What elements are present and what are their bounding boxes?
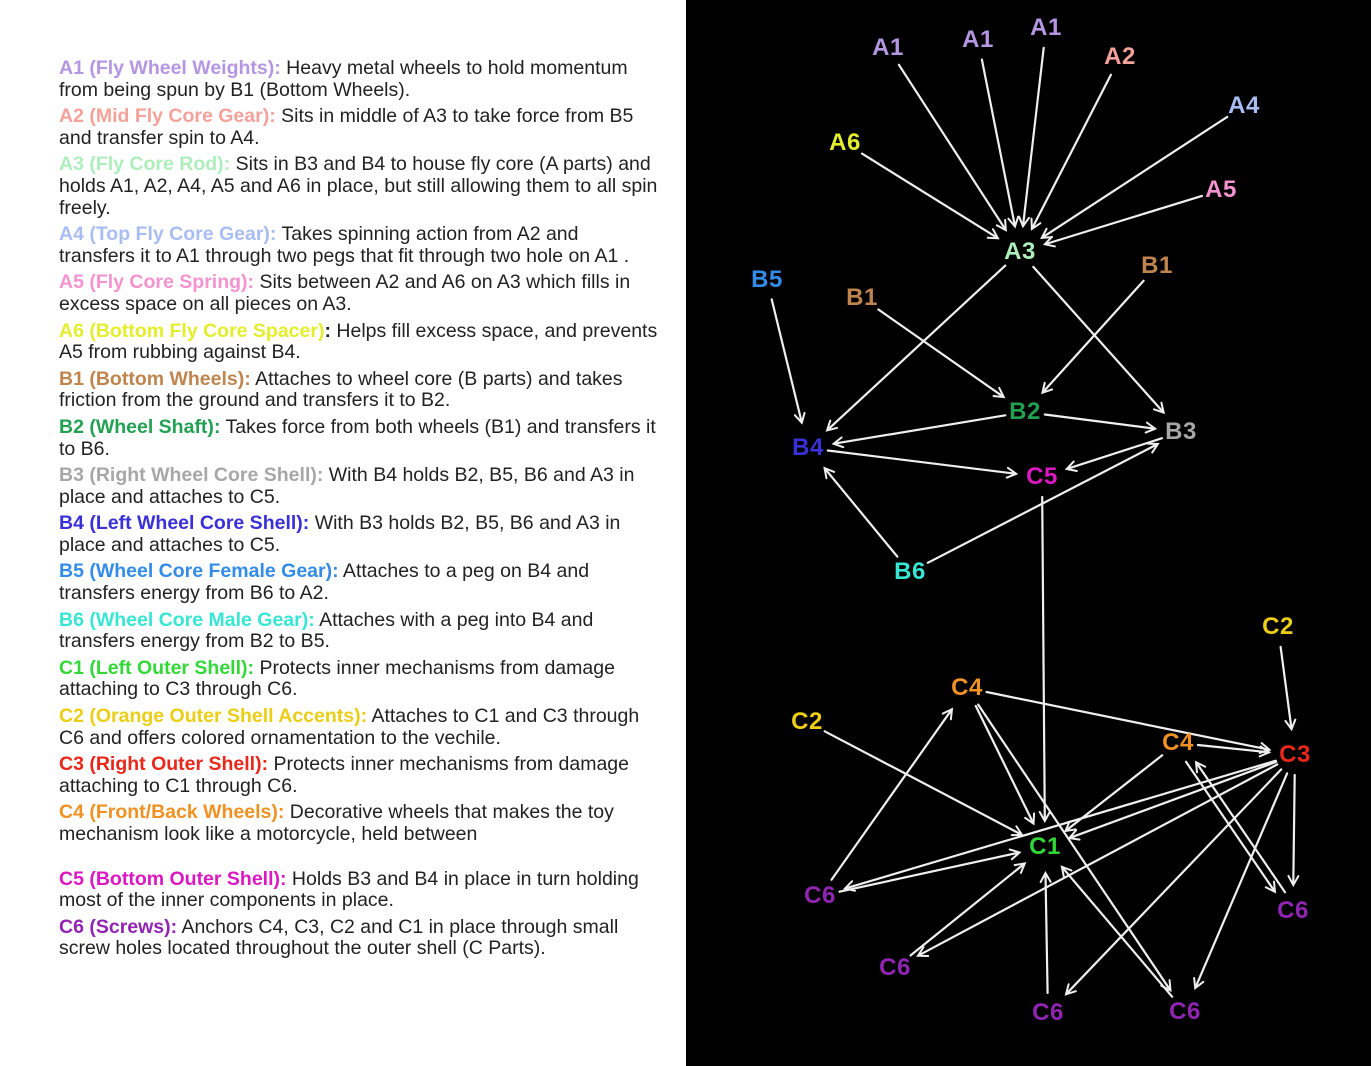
legend-entry-C2	[59, 706, 659, 749]
part-label-A4: A4 (Top Fly Core Gear)	[59, 223, 270, 246]
edge-A3-to-B3	[1033, 267, 1163, 412]
part-label-C5: C5 (Bottom Outer Shell)	[59, 867, 281, 890]
edge-B2-to-B4	[835, 415, 1006, 443]
edge-C6b-to-C4b	[1197, 763, 1285, 892]
graph-node-A3: A3	[1004, 238, 1036, 265]
part-label-A2: A2 (Mid Fly Core Gear)	[59, 105, 270, 128]
edge-C2b-to-C1	[825, 731, 1021, 834]
graph-node-A2: A2	[1104, 43, 1136, 70]
dependency-graph-panel	[686, 0, 1371, 1066]
part-label-colon: :	[170, 915, 178, 938]
edge-C4a-to-C3	[987, 692, 1269, 750]
part-label-colon: :	[223, 153, 231, 176]
part-label-colon: :	[247, 271, 255, 294]
graph-node-C4a: C4	[951, 674, 983, 701]
part-label-B6: B6 (Wheel Core Male Gear)	[59, 608, 309, 631]
legend-entry-B2	[59, 417, 659, 460]
graph-node-B1R: B1	[1141, 252, 1173, 279]
edge-C2a-to-C3	[1281, 647, 1292, 728]
part-label-C2: C2 (Orange Outer Shell Accents)	[59, 705, 361, 728]
part-label-colon: :	[277, 801, 285, 824]
edge-C6d-to-C1	[1046, 874, 1048, 993]
part-label-B2: B2 (Wheel Shaft)	[59, 415, 214, 438]
part-label-C3: C3 (Right Outer Shell)	[59, 753, 262, 776]
legend-entry-C1	[59, 658, 659, 701]
part-label-colon: :	[316, 464, 324, 487]
part-label-A5: A5 (Fly Core Spring)	[59, 271, 248, 294]
graph-edges	[686, 0, 1371, 1066]
edge-B1L-to-B2	[878, 310, 1003, 397]
edge-A1c-to-A3	[1023, 48, 1044, 225]
part-description-A6: Helps fill excess space, and prevents A5 from rubbing against B4.	[59, 319, 658, 364]
graph-node-C2b: C2	[791, 708, 823, 735]
part-description-C4: Decorative wheels that makes the toy mechanism look like a motorcycle, held between	[59, 801, 614, 845]
part-description-A4: Takes spinning action from A2 and transfers it to A1 through two pegs that fit through two hole on A1 .	[59, 223, 630, 267]
graph-node-C5: C5	[1026, 463, 1058, 490]
graph-node-C3: C3	[1279, 741, 1311, 768]
edge-C6a-to-C1	[840, 853, 1019, 892]
graph-node-A1a: A1	[872, 34, 904, 61]
part-label-colon: :	[308, 608, 315, 631]
part-label-colon: :	[269, 223, 277, 246]
legend-entry-C6	[59, 917, 659, 960]
part-description-B1: Attaches to wheel core (B parts) and takes friction from the ground and transfers it to B2.	[59, 367, 623, 412]
legend-entry-C4	[59, 802, 659, 845]
edge-C3-to-C1	[1070, 762, 1276, 838]
graph-node-A6: A6	[829, 129, 861, 156]
edge-C5-to-C1	[1042, 497, 1045, 820]
part-description-A5: Sits between A2 and A6 on A3 which fills in excess space on all pieces on A3.	[59, 271, 631, 315]
part-label-B1: B1 (Bottom Wheels)	[59, 367, 245, 390]
graph-node-C6a: C6	[804, 882, 836, 909]
part-label-colon: :	[360, 705, 368, 728]
edge-B1R-to-B2	[1043, 281, 1144, 392]
part-label-colon: :	[247, 656, 255, 679]
part-description-B6: Attaches with a peg into B4 and transfers energy from B2 to B5.	[59, 608, 594, 653]
edge-A6-to-A3	[862, 154, 997, 238]
part-label-B3: B3 (Right Wheel Core Shell)	[59, 464, 317, 487]
part-label-colon: :	[324, 319, 331, 342]
edge-B4-to-C5	[828, 451, 1015, 474]
part-label-colon: :	[274, 57, 281, 79]
part-label-C4: C4 (Front/Back Wheels)	[59, 801, 278, 824]
edge-B6-to-B4	[825, 469, 897, 557]
edge-A2-to-A3	[1032, 75, 1111, 228]
part-label-A1: A1 (Fly Wheel Weights)	[59, 57, 275, 79]
legend-entry-A1	[59, 58, 659, 101]
edge-C6a-to-C4a	[832, 710, 952, 880]
graph-node-B3: B3	[1165, 418, 1197, 445]
graph-node-C6e: C6	[1169, 998, 1201, 1025]
graph-node-C4b: C4	[1162, 729, 1194, 756]
parts-legend	[59, 58, 664, 960]
graph-node-B1L: B1	[846, 284, 878, 311]
part-description-A2: Sits in middle of A3 to take force from B5 and transfer spin to A4.	[59, 105, 634, 149]
edge-C3-to-C6d	[1067, 769, 1282, 993]
edge-C4b-to-C6b	[1186, 762, 1274, 891]
edge-C3-to-C6a	[846, 761, 1276, 889]
part-label-colon: :	[269, 105, 276, 128]
part-description-C2: Attaches to C1 and C3 through C6 and offers colored ornamentation to the vechile.	[59, 705, 640, 749]
part-description-C3: Protects inner mechanisms from damage attaching to C1 through C6.	[59, 753, 629, 797]
part-description-C6: Anchors C4, C3, C2 and C1 in place through small screw holes located throughout the outer shell (C Parts).	[59, 915, 619, 960]
part-label-C1: C1 (Left Outer Shell)	[59, 656, 248, 679]
edge-B3-to-C5	[1068, 438, 1162, 469]
graph-node-C6d: C6	[1032, 999, 1064, 1026]
part-description-C1: Protects inner mechanisms from damage attaching to C3 through C6.	[59, 656, 615, 701]
graph-node-B6: B6	[894, 558, 926, 585]
part-label-colon: :	[213, 415, 221, 438]
graph-node-B2: B2	[1009, 398, 1041, 425]
edge-A4-to-A3	[1043, 117, 1228, 237]
edge-C6c-to-C1	[911, 864, 1024, 955]
edge-C4b-to-C3	[1198, 745, 1268, 752]
edge-C3-to-C6e	[1196, 773, 1288, 987]
part-label-C6: C6 (Screws)	[59, 915, 171, 938]
part-label-colon: :	[244, 367, 251, 390]
part-description-C5: Holds B3 and B4 in place in turn holding most of the inner components in place.	[59, 867, 639, 912]
edge-B5-to-B4	[772, 299, 802, 421]
legend-entry-A3	[59, 154, 659, 219]
graph-node-A5: A5	[1205, 176, 1237, 203]
part-label-colon: :	[302, 512, 310, 535]
graph-node-A1b: A1	[962, 26, 994, 53]
graph-node-C1: C1	[1029, 833, 1061, 860]
part-description-B5: Attaches to a peg on B4 and transfers energy from B6 to A2.	[59, 560, 590, 605]
edge-C3-to-C6b	[1293, 775, 1294, 884]
part-description-B3: With B4 holds B2, B5, B6 and A3 in place and attaches to C5.	[59, 464, 635, 508]
part-label-A3: A3 (Fly Core Rod)	[59, 153, 224, 176]
part-label-A6: A6 (Bottom Fly Core Spacer)	[59, 319, 325, 342]
graph-node-B4: B4	[792, 434, 824, 461]
part-label-B5: B5 (Wheel Core Female Gear)	[59, 560, 333, 583]
edge-A1a-to-A3	[899, 65, 1005, 230]
legend-entry-B3	[59, 465, 659, 508]
legend-entry-B5	[59, 561, 659, 604]
graph-node-A1c: A1	[1030, 14, 1062, 41]
graph-node-C6b: C6	[1277, 897, 1309, 924]
legend-entry-B6	[59, 610, 659, 653]
graph-node-B5: B5	[751, 266, 783, 293]
part-label-colon: :	[261, 753, 269, 776]
legend-entry-A5	[59, 272, 659, 315]
part-description-B2: Takes force from both wheels (B1) and transfers it to B6.	[59, 415, 656, 460]
part-description-A3: Sits in B3 and B4 to house fly core (A parts) and holds A1, A2, A4, A5 and A6 in place, but still allowing them to all spin freely.	[59, 153, 658, 219]
part-label-colon: :	[280, 867, 287, 890]
part-description-A1: Heavy metal wheels to hold momentum from being spun by B1 (Bottom Wheels).	[59, 57, 628, 101]
legend-entry-C3	[59, 754, 659, 797]
graph-node-C6c: C6	[879, 954, 911, 981]
edge-C4a-to-C6e	[978, 705, 1170, 990]
edge-C6e-to-C1	[1063, 868, 1173, 997]
graph-node-A4: A4	[1228, 92, 1260, 119]
graph-node-C2a: C2	[1262, 613, 1294, 640]
legend-entry-C5	[59, 869, 659, 912]
legend-entry-B4	[59, 513, 659, 556]
legend-entry-A2	[59, 106, 659, 149]
part-label-B4: B4 (Left Wheel Core Shell)	[59, 512, 303, 535]
edge-C3-to-C6c	[919, 764, 1278, 955]
part-description-B4: With B3 holds B2, B5, B6 and A3 in place and attaches to C5.	[59, 512, 621, 556]
part-label-colon: :	[332, 560, 339, 583]
edge-C4a-to-C1	[976, 706, 1033, 823]
edge-B2-to-B3	[1045, 415, 1154, 429]
legend-entry-B1	[59, 369, 659, 412]
legend-entry-A4	[59, 224, 659, 267]
legend-entry-A6	[59, 321, 659, 364]
